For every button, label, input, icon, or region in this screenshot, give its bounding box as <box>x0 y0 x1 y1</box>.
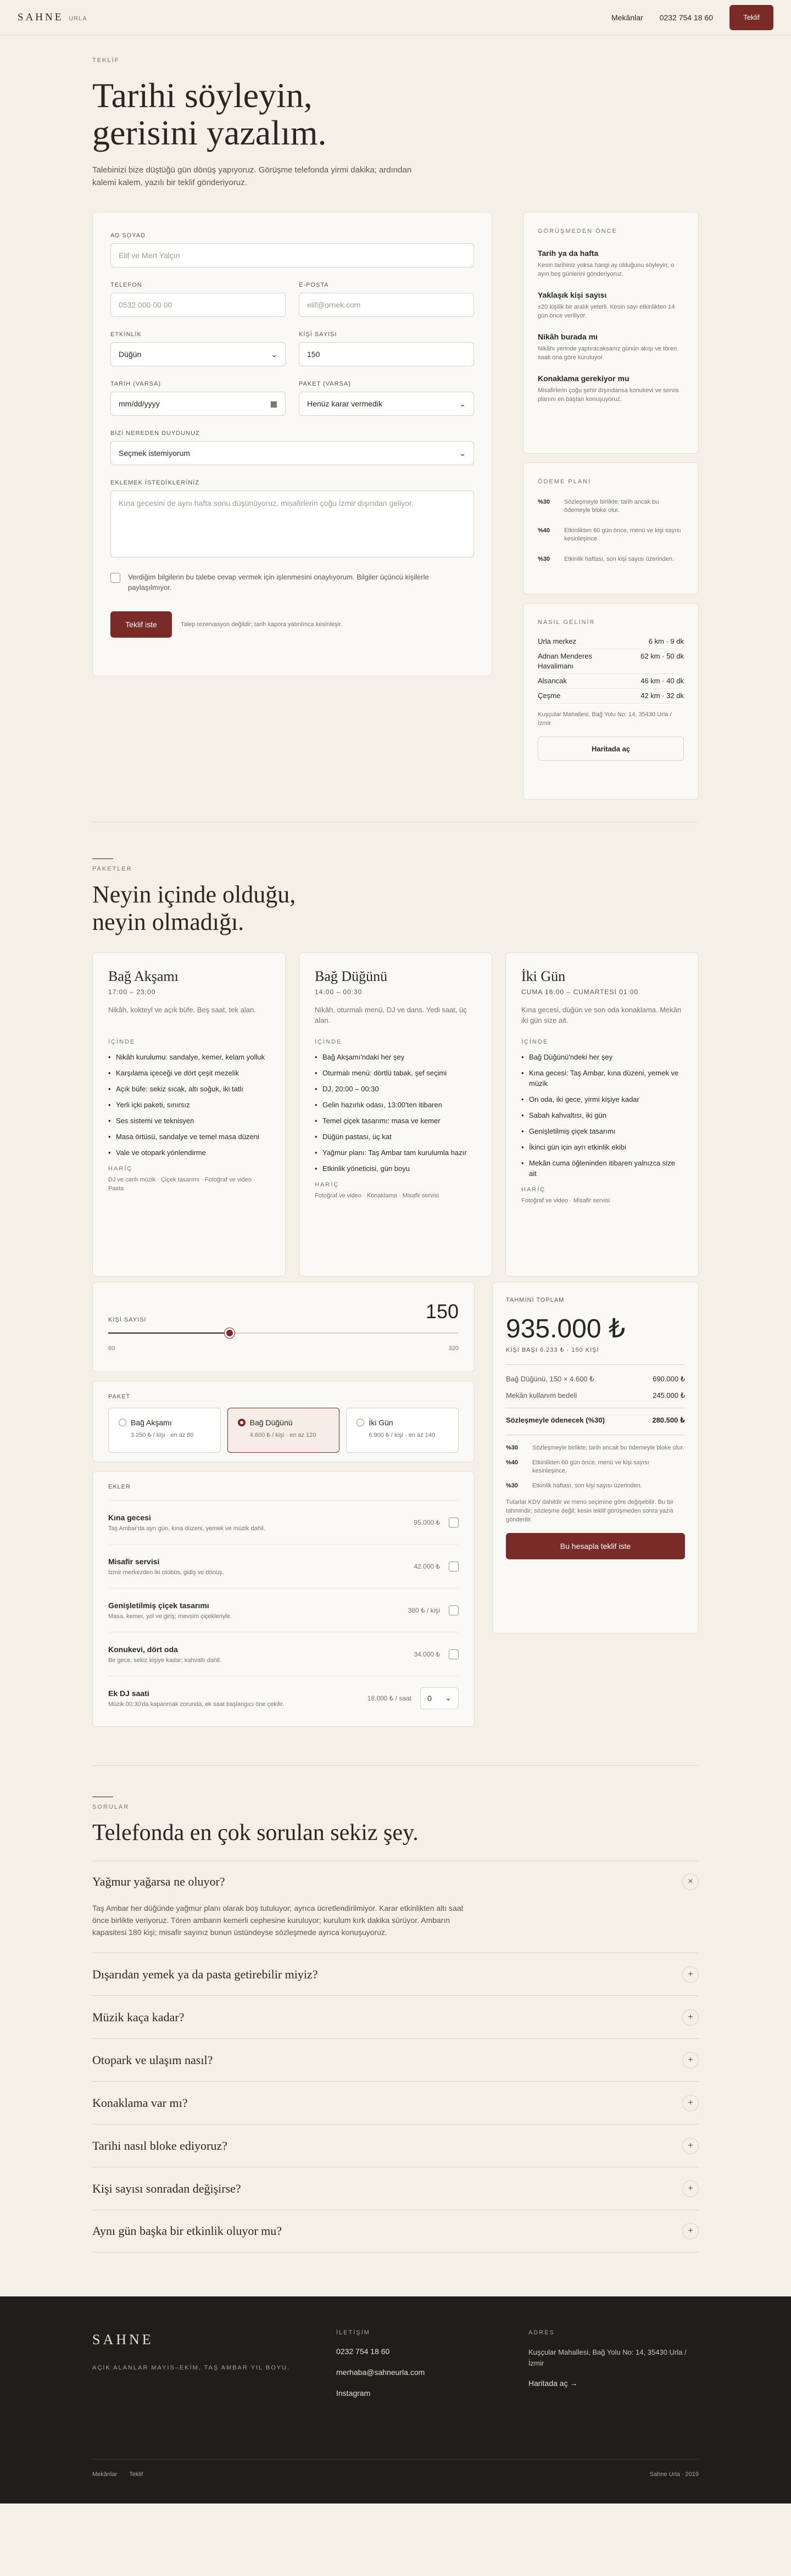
extra-row[interactable] <box>108 1544 459 1588</box>
payment-text: Sözleşmeyle birlikte; tarih ancak bu ödemeyle bloke olur. <box>564 499 659 514</box>
extra-checkbox[interactable] <box>449 1649 459 1659</box>
quote-form <box>92 212 492 676</box>
chevron-down-icon: ⌄ <box>459 448 466 458</box>
list-item: • Mekân cuma öğleninden itibaren yalnızca size ait <box>521 1158 683 1179</box>
list-item: • Sabah kahvaltısı, iki gün <box>521 1110 683 1120</box>
list-item: • DJ, 20:00 – 00:30 <box>315 1084 476 1094</box>
map-button[interactable]: Haritada aç <box>538 737 684 761</box>
event-label: ETKİNLİK <box>110 331 142 338</box>
package-name: Bağ Akşamı <box>108 968 179 984</box>
plus-icon[interactable]: + <box>682 1966 699 1983</box>
faq-item[interactable] <box>92 1953 699 1995</box>
payment-text: Etkinlikten 60 gün önce, menü ve kişi sayısı kesinleşince. <box>532 1459 649 1474</box>
package-option-bag-dugunu[interactable] <box>227 1408 340 1453</box>
faq-item-open[interactable] <box>92 1861 699 1953</box>
footer-tagline: AÇIK ALANLAR MAYIS–EKİM, TAŞ AMBAR YIL BOYU. <box>92 2365 291 2371</box>
extra-checkbox[interactable] <box>449 1605 459 1615</box>
option-price: 4.600 ₺ / kişi · en az 120 <box>249 1432 316 1438</box>
deposit-label: Sözleşmeyle ödenecek (%30) <box>506 1416 605 1424</box>
summary-title: TAHMİNİ TOPLAM <box>506 1297 565 1303</box>
before-item-title: Konaklama gerekiyor mu <box>538 374 630 383</box>
list-item: • Karşılama içeceği ve dört çeşit mezelik <box>108 1068 270 1078</box>
hero-title <box>92 77 699 152</box>
summary-per-person: KİŞİ BAŞI 6.233 ₺ · 150 KİŞİ <box>506 1346 685 1365</box>
arrival-distance: 42 km · 32 dk <box>640 692 684 700</box>
footer-map-link[interactable]: Haritada aç → <box>528 2379 578 2388</box>
nav-phone-link[interactable]: 0232 754 18 60 <box>659 13 713 22</box>
hero-lead: Talebinizi bize düştüğü gün dönüş yapıyoruz. Görüşme telefonda yirmi dakika; ardından kalemi kalem, yazılı bir teklif gönderiyoruz. <box>92 165 412 187</box>
dj-hours-select[interactable] <box>420 1687 459 1709</box>
extra-desc: Müzik 00:30'da kapanmak zorunda; ek saat başlangıcı öne çekilir. <box>108 1700 285 1708</box>
extra-name: Kına gecesi <box>108 1513 151 1522</box>
footer-logo[interactable]: SAHNE <box>92 2332 154 2348</box>
option-name: Bağ Akşamı <box>131 1418 172 1427</box>
list-item: • Kına gecesi: Taş Ambar, kına düzeni, yemek ve müzik <box>521 1068 683 1089</box>
slider-fill <box>108 1332 230 1334</box>
calendar-icon[interactable]: ▦ <box>270 399 277 408</box>
faq-item[interactable] <box>92 2210 699 2252</box>
deposit-value: 280.500 ₺ <box>652 1416 685 1424</box>
extra-name: Misafir servisi <box>108 1557 160 1566</box>
extra-price: 42.000 ₺ <box>414 1562 440 1570</box>
logo-sub: URLA <box>69 15 87 22</box>
event-select[interactable] <box>110 342 286 366</box>
plus-icon[interactable]: + <box>682 2138 699 2154</box>
section-rule <box>92 858 113 859</box>
list-item: • Nikâh kurulumu: sandalye, kemer, kelam yolluk <box>108 1052 270 1062</box>
slider-max: 320 <box>448 1345 459 1352</box>
excluded-text: Fotoğraf ve video · Konaklama · Misafir servisi <box>315 1192 439 1199</box>
summary-card <box>492 1282 699 1633</box>
list-item: • Temel çiçek tasarımı: masa ve kemer <box>315 1116 476 1126</box>
faq-item[interactable] <box>92 2081 699 2124</box>
list-item: • Bağ Düğünü'ndeki her şey <box>521 1052 683 1062</box>
chevron-down-icon: ⌄ <box>271 349 277 359</box>
list-item: • Açık büfe: sekiz sıcak, altı soğuk, iki tatlı <box>108 1084 270 1094</box>
extra-price: 95.000 ₺ <box>414 1518 440 1526</box>
radio-button[interactable] <box>356 1419 364 1426</box>
chevron-down-icon: ⌄ <box>445 1693 452 1702</box>
slider-min: 60 <box>108 1345 115 1352</box>
extra-row[interactable] <box>108 1632 459 1676</box>
payment-text: Sözleşmeyle birlikte; tarih ancak bu ödemeyle bloke olur. <box>532 1445 684 1451</box>
included-list <box>315 1052 476 1174</box>
payment-pct: %30 <box>506 1445 519 1451</box>
date-label: TARİH (VARSA) <box>110 381 161 387</box>
excluded-label: HARİÇ <box>521 1186 546 1193</box>
option-price: 3.250 ₺ / kişi · en az 80 <box>131 1432 194 1438</box>
list-item: • Düğün pastası, üç kat <box>315 1131 476 1142</box>
extra-desc: Taş Ambar'da ayrı gün, kına düzeni, yemek ve müzik dahil. <box>108 1525 265 1532</box>
option-name: İki Gün <box>369 1418 393 1427</box>
faq-answer: Taş Ambar her düğünde yağmur planı olarak boş tutuluyor; ayrıca ücretlendirilmiyor. Karar etkinlikten altı saat önce birlikte veriyoruz. Tören ambarın kemerli cephesine kuruluyor; kurulum kırk dakika sürüyor. Ambarın kapasitesi 180 kişi; misafir sayınız bunun üstündeyse sözleşmede ayrıca konuşuyoruz. <box>92 1904 464 1937</box>
list-item: • Genişletilmiş çiçek tasarımı <box>521 1126 683 1136</box>
arrival-distance: 46 km · 40 dk <box>640 677 684 685</box>
package-label: PAKET (VARSA) <box>299 381 351 387</box>
list-item: • Masa örtüsü, sandalye ve temel masa düzeni <box>108 1131 270 1142</box>
before-call-card <box>523 212 699 454</box>
package-picker-label: PAKET <box>108 1393 131 1400</box>
summary-row-label: Bağ Düğünü, 150 × 4.600 ₺ <box>506 1375 594 1383</box>
faq-question[interactable]: Otopark ve ulaşım nasıl? <box>92 2053 213 2067</box>
site-footer <box>0 2296 791 2503</box>
package-time: 14:00 – 00:30 <box>315 988 363 996</box>
list-item: • Gelin hazırlık odası, 13:00'ten itibaren <box>315 1100 476 1110</box>
included-label: İÇİNDE <box>521 1039 549 1045</box>
payment-title: ÖDEME PLANI <box>538 478 592 485</box>
faq-question[interactable]: Kişi sayısı sonradan değişirse? <box>92 2181 241 2195</box>
included-list <box>108 1052 270 1158</box>
notes-label: EKLEMEK İSTEDİKLERİNİZ <box>110 479 199 486</box>
payment-pct: %30 <box>538 556 550 562</box>
summary-row-value: 690.000 ₺ <box>653 1375 685 1383</box>
source-value: Seçmek istemiyorum <box>119 449 190 458</box>
list-item: • Oturmalı menü: dörtlü tabak, şef seçimi <box>315 1068 476 1078</box>
packages-title <box>92 881 699 936</box>
extra-price: 34.000 ₺ <box>414 1650 440 1658</box>
extra-row[interactable] <box>108 1588 459 1632</box>
logo-text: SAHNE <box>18 11 64 23</box>
consent-checkbox[interactable] <box>110 573 120 583</box>
summary-note: Tutarlar KDV dahildir ve menü seçimine göre değişebilir. Bu bir tahmindir; sözleşme değil; kesin teklif görüşmeden sonra yazılı gönderilir. <box>506 1499 674 1523</box>
package-option-iki-gun[interactable] <box>346 1408 459 1453</box>
summary-row-value: 245.000 ₺ <box>653 1391 685 1399</box>
list-item: • İkinci gün için ayrı etkinlik ekibi <box>521 1142 683 1152</box>
radio-button-selected[interactable] <box>238 1419 246 1426</box>
hero-title-line1: Tarihi söyleyin, <box>92 76 313 115</box>
guests-label: KİŞİ SAYISI <box>299 331 337 338</box>
chevron-down-icon: ⌄ <box>459 399 466 408</box>
extra-checkbox[interactable] <box>449 1562 459 1571</box>
radio-button[interactable] <box>119 1419 126 1426</box>
extra-checkbox[interactable] <box>449 1518 459 1527</box>
address-title: ADRES <box>528 2329 555 2336</box>
consent-row <box>110 572 473 593</box>
arrival-place: Adnan Menderes Havalimanı <box>538 652 593 670</box>
faq-question[interactable]: Yağmur yağarsa ne oluyor? <box>92 1875 225 1888</box>
plus-icon[interactable]: + <box>682 2095 699 2111</box>
nav-venues-link[interactable]: Mekânlar <box>611 13 643 22</box>
calculator-section <box>92 1282 699 1754</box>
option-name: Bağ Düğünü <box>249 1418 293 1427</box>
logo[interactable] <box>18 12 87 24</box>
plus-icon[interactable]: + <box>682 2009 699 2026</box>
email-label: E-POSTA <box>299 282 329 288</box>
extra-row[interactable] <box>108 1500 459 1544</box>
faq-title: Telefonda en çok sorulan sekiz şey. <box>92 1820 419 1845</box>
hero <box>92 35 699 189</box>
notes-textarea[interactable]: Kına gecesini de aynı hafta sonu düşünüyoruz, misafirlerin çoğu İzmir dışından geliyor. <box>110 490 474 557</box>
email-input[interactable]: elif@ornek.com <box>299 293 474 317</box>
list-item: • On oda, iki gece, yirmi kişiye kadar <box>521 1094 683 1105</box>
phone-input[interactable]: 0532 000 00 00 <box>110 293 286 317</box>
name-input[interactable]: Elif ve Mert Yalçın <box>110 243 474 267</box>
guests-slider-card <box>92 1282 475 1372</box>
extra-name: Ek DJ saati <box>108 1688 149 1698</box>
arrival-place: Çeşme <box>538 692 561 700</box>
consent-text: Verdiğim bilgilerin bu talebe cevap vermek için işlenmesini onaylıyorum. Bilgiler üçüncü kişilerle paylaşılmıyor. <box>128 573 429 592</box>
submit-button[interactable]: Teklif iste <box>110 611 172 638</box>
package-card-bag-dugunu <box>299 952 492 1276</box>
arrival-place: Alsancak <box>538 677 567 685</box>
source-label: BİZİ NEREDEN DUYDUNUZ <box>110 430 200 437</box>
guests-slider[interactable] <box>108 1326 459 1340</box>
faq-question[interactable]: Tarihi nasıl bloke ediyoruz? <box>92 2138 227 2153</box>
before-item-title: Yaklaşık kişi sayısı <box>538 291 607 299</box>
package-select[interactable] <box>299 392 474 416</box>
faq-item[interactable] <box>92 2167 699 2210</box>
list-item: • Yağmur planı: Taş Ambar tam kurulumla hazır <box>315 1147 476 1158</box>
included-list <box>521 1052 683 1179</box>
site-header <box>0 0 791 35</box>
slider-handle[interactable] <box>225 1328 235 1338</box>
package-desc: Kına gecesi, düğün ve son oda konaklama. Mekân iki gün size ait. <box>521 1006 682 1024</box>
quote-with-calc-button[interactable]: Bu hesapla teklif iste <box>506 1533 685 1559</box>
extra-desc: İzmir merkezden iki otobüs, gidiş ve dönüş. <box>108 1569 224 1576</box>
packages-section <box>92 822 699 936</box>
extra-name: Genişletilmiş çiçek tasarımı <box>108 1601 209 1610</box>
before-item-text: ±20 kişilik bir aralık yeterli. Kesin sayı etkinlikten 14 gün önce veriliyor. <box>538 304 675 319</box>
payment-pct: %40 <box>538 527 550 534</box>
excluded-label: HARİÇ <box>108 1166 133 1172</box>
footer-address: Kuşçular Mahallesi, Bağ Yolu No: 14, 35430 Urla / İzmir <box>528 2348 687 2367</box>
package-time: CUMA 18:00 – CUMARTESİ 01:00 <box>521 988 639 996</box>
faq-question[interactable]: Dışarıdan yemek ya da pasta getirebilir miyiz? <box>92 1967 318 1981</box>
before-item-text: Nikâhı yerinde yaptıracaksanız günün akışı ve tören saati ona göre kuruluyor. <box>538 345 677 361</box>
arrival-address: Kuşçular Mahallesi, Bağ Yolu No: 14, 35430 Urla / İzmir <box>538 711 672 727</box>
package-name: İki Gün <box>521 968 566 984</box>
quote-section <box>92 212 699 753</box>
phone-label: TELEFON <box>110 282 142 288</box>
source-select[interactable] <box>110 441 474 465</box>
nav-quote-button[interactable]: Teklif <box>729 5 773 30</box>
payment-text: Etkinlikten 60 gün önce, menü ve kişi sayısı kesinleşince. <box>564 527 681 542</box>
footer-copyright: Sahne Urla · 2019 <box>649 2471 699 2478</box>
before-item-text: Misafirlerin çoğu şehir dışındansa konukevi ve servis planını en baştan konuşuyoruz. <box>538 387 679 403</box>
before-item-title: Tarih ya da hafta <box>538 249 599 258</box>
faq-section <box>92 1766 699 2252</box>
arrival-card <box>523 603 699 800</box>
faq-question[interactable]: Müzik kaça kadar? <box>92 2010 185 2024</box>
before-item-title: Nikâh burada mı <box>538 332 598 341</box>
excluded-label: HARİÇ <box>315 1181 339 1188</box>
plus-icon[interactable]: + <box>682 2052 699 2068</box>
payment-plan-card <box>523 462 699 594</box>
package-name: Bağ Düğünü <box>315 968 388 984</box>
arrival-distance: 6 km · 9 dk <box>648 637 684 645</box>
footer-venues-link[interactable]: Mekânlar <box>92 2471 118 2478</box>
included-label: İÇİNDE <box>315 1039 342 1045</box>
dj-hours-value: 0 <box>427 1693 432 1703</box>
slider-value: 150 <box>425 1300 459 1323</box>
list-item: • Bağ Akşamı'ndaki her şey <box>315 1052 476 1062</box>
extra-price: 380 ₺ / kişi <box>408 1606 440 1614</box>
faq-question[interactable]: Aynı gün başka bir etkinlik oluyor mu? <box>92 2224 282 2238</box>
extra-desc: Masa, kemer, yol ve giriş; mevsim çiçekleriyle. <box>108 1613 232 1620</box>
package-picker-card <box>92 1381 475 1462</box>
extra-name: Konukevi, dört oda <box>108 1644 178 1654</box>
package-cards <box>92 952 699 1282</box>
package-desc: Nikâh, oturmalı menü, DJ ve dans. Yedi saat, üç alan. <box>315 1006 467 1024</box>
list-item: • Vale ve otopark yönlendirme <box>108 1147 270 1158</box>
excluded-text: Fotoğraf ve video · Misafir servisi <box>521 1197 610 1204</box>
package-card-bag-aksami <box>92 952 286 1276</box>
included-label: İÇİNDE <box>108 1039 136 1045</box>
faq-item[interactable] <box>92 2038 699 2081</box>
faq-item[interactable] <box>92 2124 699 2167</box>
payment-pct: %40 <box>506 1459 519 1466</box>
hero-title-line2: gerisini yazalım. <box>92 113 327 152</box>
payment-pct: %30 <box>538 499 550 505</box>
event-value: Düğün <box>119 350 142 359</box>
faq-item[interactable] <box>92 1995 699 2038</box>
extra-price: 18.000 ₺ / saat <box>367 1694 411 1702</box>
date-input[interactable] <box>110 392 286 416</box>
package-desc: Nikâh, kokteyl ve açık büfe. Beş saat, tek alan. <box>108 1006 256 1014</box>
package-card-iki-gun <box>505 952 699 1276</box>
package-option-bag-aksami[interactable] <box>108 1408 221 1453</box>
list-item: • Yerli içki paketi, sınırsız <box>108 1100 270 1110</box>
package-value: Henüz karar vermedik <box>307 399 382 408</box>
extra-row <box>108 1676 459 1720</box>
extras-label: EKLER <box>108 1484 131 1490</box>
contact-title: İLETİŞİM <box>336 2329 370 2336</box>
footer-quote-link[interactable]: Teklif <box>129 2471 143 2478</box>
faq-question[interactable]: Konaklama var mı? <box>92 2095 188 2110</box>
list-item: • Ses sistemi ve teknisyen <box>108 1116 270 1126</box>
footer-phone-link[interactable]: 0232 754 18 60 <box>336 2347 390 2356</box>
summary-row-label: Mekân kullanım bedeli <box>506 1391 577 1399</box>
before-title: GÖRÜŞMEDEN ÖNCE <box>538 228 617 235</box>
extra-desc: Bir gece, sekiz kişiye kadar; kahvaltı dahil. <box>108 1657 222 1664</box>
plus-icon[interactable]: + <box>682 2181 699 2197</box>
before-item-text: Kesin tarihiniz yoksa hangi ay olduğunu söyleyin; o ayın boş günlerini gönderiyoruz. <box>538 262 675 277</box>
submit-note: Talep rezervasyon değildir; tarih kapora yatırılınca kesinleşir. <box>181 621 343 628</box>
arrival-distance: 62 km · 50 dk <box>640 652 684 660</box>
hero-eyebrow: TEKLİF <box>92 57 120 64</box>
plus-icon[interactable]: + <box>682 2223 699 2239</box>
summary-total: 935.000 ₺ <box>506 1314 626 1343</box>
package-time: 17:00 – 23:00 <box>108 988 156 996</box>
payment-text: Etkinlik haftası, son kişi sayısı üzerinden. <box>532 1482 642 1489</box>
faq-eyebrow: SORULAR <box>92 1804 130 1810</box>
arrival-place: Urla merkez <box>538 637 577 645</box>
close-icon[interactable]: × <box>682 1874 699 1890</box>
footer-divider <box>92 2459 699 2460</box>
payment-text: Etkinlik haftası, son kişi sayısı üzerinden. <box>564 556 674 562</box>
footer-instagram-link[interactable]: Instagram <box>336 2389 371 2397</box>
footer-email-link[interactable]: merhaba@sahneurla.com <box>336 2368 425 2377</box>
slider-label: KİŞİ SAYISI <box>108 1317 147 1323</box>
list-item: • Etkinlik yöneticisi, gün boyu <box>315 1163 476 1174</box>
name-label: AD SOYAD <box>110 232 146 239</box>
date-placeholder: mm/dd/yyyy <box>119 399 160 408</box>
arrival-title: NASIL GELİNİR <box>538 619 595 626</box>
guests-input[interactable]: 150 <box>299 342 474 366</box>
extras-card <box>92 1471 475 1727</box>
packages-title-line1: Neyin içinde olduğu, <box>92 881 296 908</box>
option-price: 6.900 ₺ / kişi · en az 140 <box>369 1432 436 1438</box>
main-nav <box>611 5 773 30</box>
packages-eyebrow: PAKETLER <box>92 866 132 872</box>
payment-pct: %30 <box>506 1482 519 1489</box>
excluded-text: DJ ve canlı müzik · Çiçek tasarımı · Fotoğraf ve video · Pasta <box>108 1177 255 1192</box>
packages-title-line2: neyin olmadığı. <box>92 908 244 935</box>
